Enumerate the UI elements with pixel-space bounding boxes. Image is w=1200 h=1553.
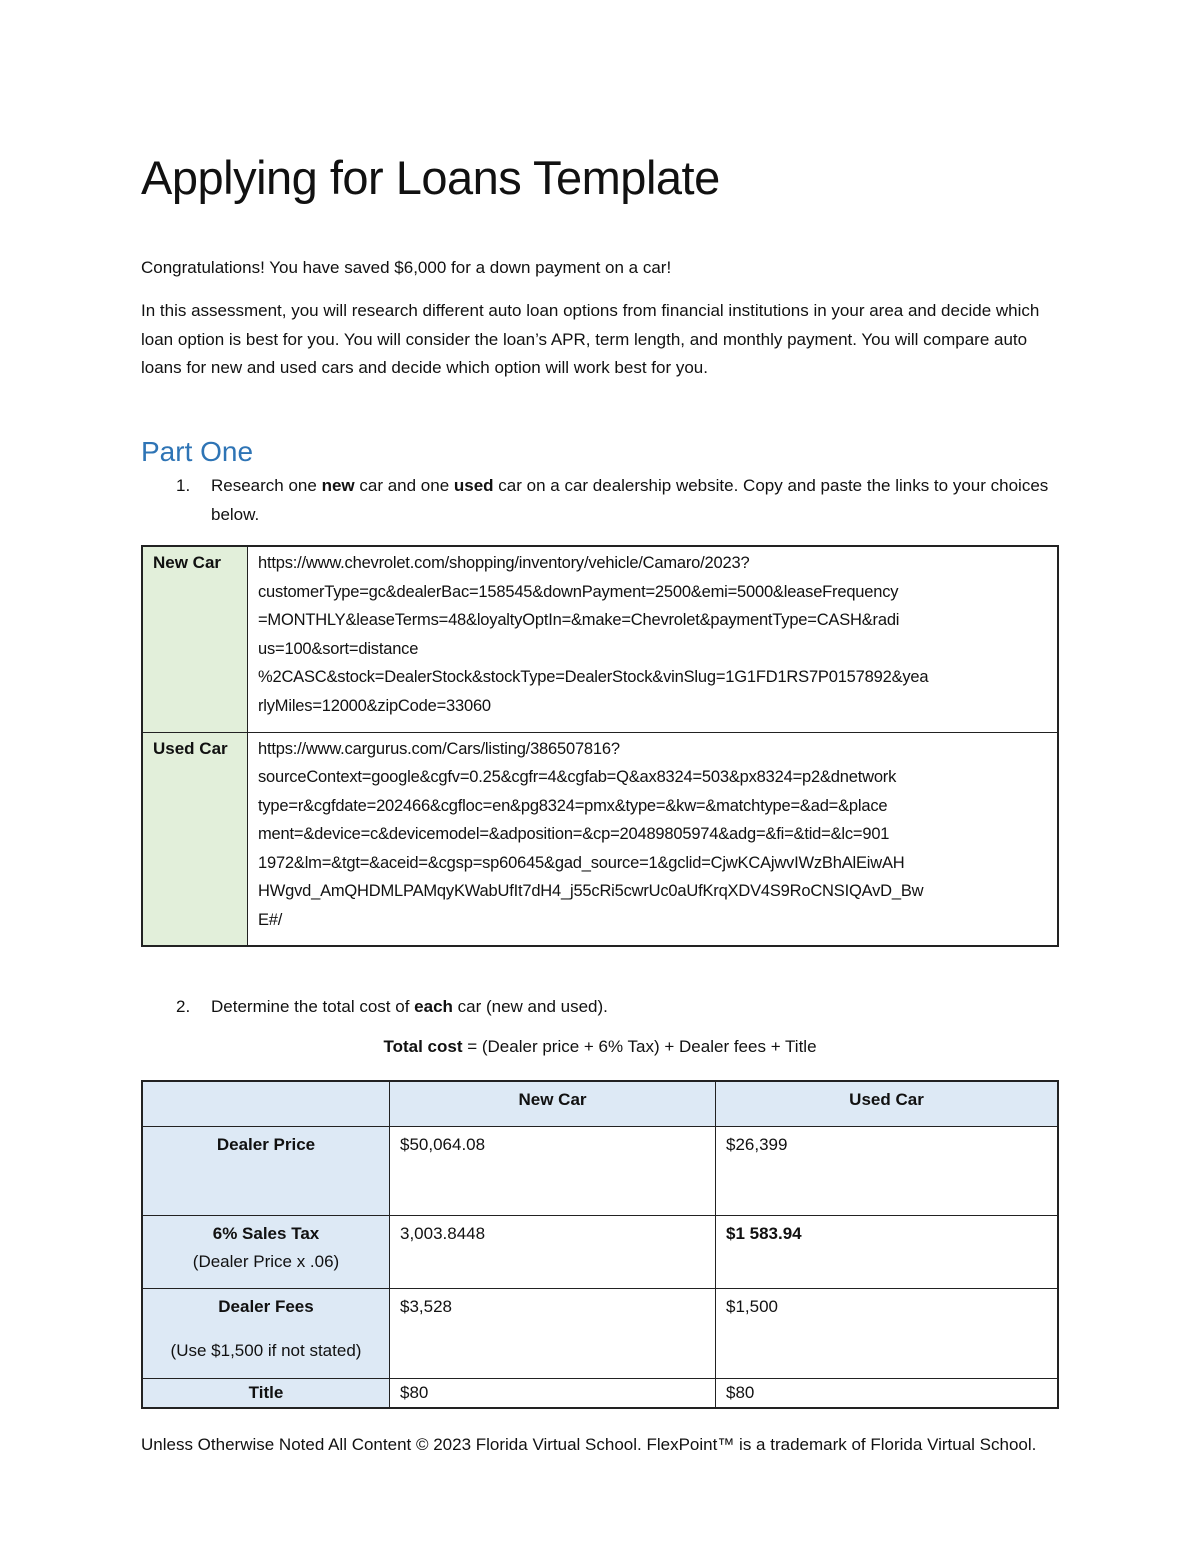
cell-used[interactable]: $26,399	[716, 1126, 1059, 1215]
column-header: New Car	[390, 1081, 716, 1126]
step-text: Research one new car and one used car on a car dealership website. Copy and paste the links to your choices below.	[211, 476, 1049, 524]
cell-used[interactable]: $1 583.94	[716, 1215, 1059, 1288]
section-heading-part-one: Part One	[141, 436, 254, 467]
table-row	[142, 732, 1058, 946]
footer-copyright: Unless Otherwise Noted All Content © 2023 Florida Virtual School. FlexPoint™ is a trademark of Florida Virtual School.	[141, 1435, 1037, 1454]
row-label: Used Car	[142, 732, 248, 946]
assessment-text: In this assessment, you will research different auto loan options from financial institutions in your area and decide which loan option is best for you. You will consider the loan’s APR, term length, and monthly payment. You will compare auto loans for new and used cars and decide which option will work best for you.	[141, 301, 1040, 377]
row-label: Dealer Price	[142, 1126, 390, 1215]
new-car-link[interactable]: https://www.chevrolet.com/shopping/inventory/vehicle/Camaro/2023? customerType=gc&dealerBac=158545&downPayment=2500&emi=5000&leaseFrequency =MONTHLY&leaseTerms=48&loyaltyOptIn=&make=Chevrolet&paymentType=CASH&radi us=100&sort=distance %2CASC&stock=DealerStock&stockType=DealerStock&vinSlug=1G1FD1RS7P0157892&yea rlyMiles=12000&zipCode=33060	[248, 546, 1059, 732]
step-2	[176, 993, 1056, 1022]
column-header: Used Car	[716, 1081, 1059, 1126]
step-number: 1.	[176, 476, 191, 495]
table-row	[142, 1215, 1058, 1288]
table-row	[142, 1378, 1058, 1408]
step-1	[176, 472, 1056, 529]
intro-text: Congratulations! You have saved $6,000 for a down payment on a car!	[141, 258, 672, 277]
total-cost-formula: Total cost = (Dealer price + 6% Tax) + Dealer fees + Title	[383, 1037, 817, 1056]
row-label: Title	[142, 1378, 390, 1408]
column-header	[142, 1081, 390, 1126]
row-label: 6% Sales Tax (Dealer Price x .06)	[142, 1215, 390, 1288]
table-row	[142, 546, 1058, 732]
table-row	[142, 1126, 1058, 1215]
used-car-link[interactable]: https://www.cargurus.com/Cars/listing/386507816? sourceContext=google&cgfv=0.25&cgfr=4&cgfab=Q&ax8324=503&px8324=p2&dnetwork type=r&cgfdate=202466&cgfloc=en&pg8324=pmx&type=&kw=&matchtype=&ad=&place ment=&device=c&devicemodel=&adposition=&cp=20489805974&adg=&fi=&tid=&lc=901 1972&lm=&tgt=&aceid=&cgsp=sp60645&gad_source=1&gclid=CjwKCAjwvIWzBhAlEiwAH HWgvd_AmQHDMLPAMqyKWabUfIt7dH4_j55cRi5cwrUc0aUfKrqXDV4S9RoCNSIQAvD_Bw E#/	[248, 732, 1059, 946]
cell-new[interactable]: $3,528	[390, 1288, 716, 1378]
cost-table	[141, 1080, 1059, 1409]
cell-new[interactable]: $50,064.08	[390, 1126, 716, 1215]
row-label: Dealer Fees (Use $1,500 if not stated)	[142, 1288, 390, 1378]
page-title: Applying for Loans Template	[141, 151, 720, 204]
header-row	[142, 1081, 1058, 1126]
step-number: 2.	[176, 997, 191, 1016]
cell-used[interactable]: $80	[716, 1378, 1059, 1408]
step-text: Determine the total cost of each car (new and used).	[211, 997, 608, 1016]
cell-new[interactable]: $80	[390, 1378, 716, 1408]
cell-used[interactable]: $1,500	[716, 1288, 1059, 1378]
table-row	[142, 1288, 1058, 1378]
cell-new[interactable]: 3,003.8448	[390, 1215, 716, 1288]
car-links-table	[141, 545, 1059, 947]
row-label: New Car	[142, 546, 248, 732]
